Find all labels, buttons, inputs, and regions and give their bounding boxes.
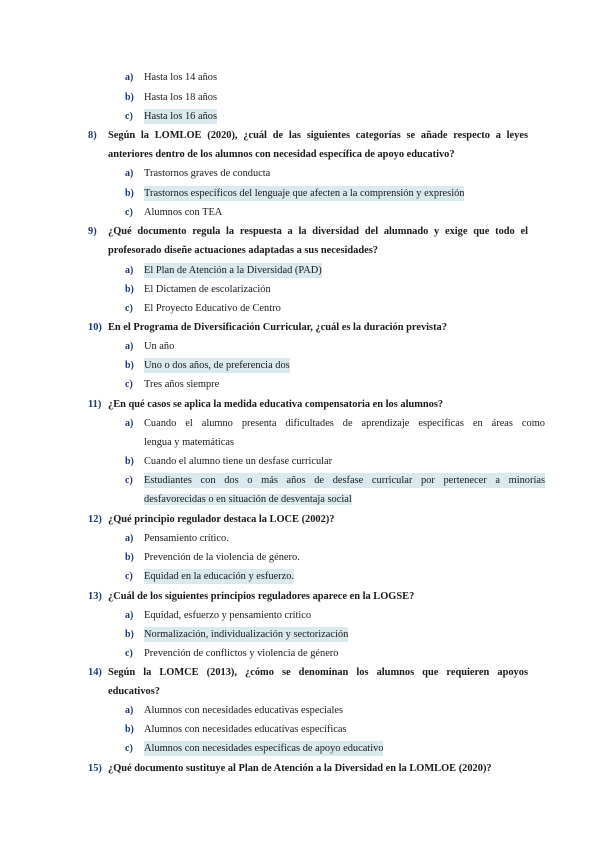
option-14a[interactable] (125, 703, 343, 718)
option-letter: c) (125, 571, 133, 582)
question-10 (88, 318, 528, 337)
option-letter: b) (125, 724, 134, 735)
option-letter: c) (125, 207, 133, 218)
question-9 (88, 222, 528, 260)
option-10c[interactable] (125, 377, 219, 392)
option-13a[interactable] (125, 608, 311, 623)
question-15 (88, 759, 528, 778)
option-7b[interactable] (125, 90, 217, 105)
question-text-line: profesorado diseñe actuaciones adaptadas a sus necesidades? (108, 245, 378, 256)
question-12 (88, 510, 528, 529)
option-13b[interactable] (125, 627, 348, 642)
option-7c[interactable] (125, 109, 217, 124)
option-text: Prevención de la violencia de género. (144, 552, 300, 563)
question-text-line: anteriores dentro de los alumnos con necesidad específica de apoyo educativo? (108, 149, 455, 160)
option-letter: b) (125, 552, 134, 563)
option-letter: c) (125, 303, 133, 314)
option-letter: a) (125, 341, 134, 352)
question-14 (88, 663, 528, 701)
option-text: El Proyecto Educativo de Centro (144, 303, 281, 314)
option-letter: a) (125, 418, 134, 429)
option-9b[interactable] (125, 282, 271, 297)
option-letter: c) (125, 743, 133, 754)
question-text-line: ¿Cuál de los siguientes principios reguladores aparece en la LOGSE? (108, 591, 415, 602)
option-text-correct: Hasta los 16 años (144, 111, 218, 122)
question-text-line: ¿En qué casos se aplica la medida educativa compensatoria en los alumnos? (108, 399, 444, 410)
option-14c[interactable] (125, 741, 383, 756)
option-letter: b) (125, 188, 134, 199)
option-10b[interactable] (125, 358, 290, 373)
option-text: El Dictamen de escolarización (144, 284, 271, 295)
option-text-correct: Uno o dos años, de preferencia dos (144, 360, 290, 371)
question-text-line: educativos? (108, 686, 160, 697)
option-8b[interactable] (125, 186, 464, 201)
option-letter: a) (125, 610, 134, 621)
question-number: 12) (88, 514, 102, 525)
option-text: Hasta los 18 años (144, 92, 218, 103)
option-letter: a) (125, 72, 134, 83)
question-number: 11) (88, 399, 102, 410)
option-text: Un año (144, 341, 175, 352)
option-13c[interactable] (125, 646, 338, 661)
option-text-correct: Alumnos con necesidades específicas de apoyo educativo (144, 743, 384, 754)
question-13 (88, 587, 528, 606)
option-letter: b) (125, 92, 134, 103)
option-text: Alumnos con TEA (144, 207, 223, 218)
option-text: Alumnos con necesidades educativas especiales (144, 705, 344, 716)
question-text-line: En el Programa de Diversificación Curricular, ¿cuál es la duración prevista? (108, 322, 447, 333)
option-text: Pensamiento crítico. (144, 533, 229, 544)
option-letter: b) (125, 360, 134, 371)
option-letter: b) (125, 284, 134, 295)
option-text-correct: Trastornos específicos del lenguaje que afecten a la comprensión y expresión (144, 188, 465, 199)
option-text: Trastornos graves de conducta (144, 168, 271, 179)
question-8 (88, 126, 528, 164)
option-11a[interactable] (125, 416, 545, 450)
option-9a[interactable] (125, 263, 322, 278)
option-8a[interactable] (125, 166, 270, 181)
option-10a[interactable] (125, 339, 174, 354)
question-number: 8) (88, 130, 97, 141)
option-12c[interactable] (125, 569, 294, 584)
option-text: Prevención de conflictos y violencia de género (144, 648, 339, 659)
question-text-line: ¿Qué principio regulador destaca la LOCE (2002)? (108, 514, 335, 525)
question-number: 15) (88, 763, 102, 774)
question-number: 10) (88, 322, 102, 333)
option-11b[interactable] (125, 454, 332, 469)
question-number: 14) (88, 667, 102, 678)
option-letter: a) (125, 705, 134, 716)
option-12a[interactable] (125, 531, 229, 546)
option-12b[interactable] (125, 550, 300, 565)
option-text-correct: Normalización, individualización y sectorización (144, 629, 349, 640)
option-text-line: lengua y matemáticas (144, 437, 235, 448)
option-9c[interactable] (125, 301, 281, 316)
option-8c[interactable] (125, 205, 222, 220)
option-text: Hasta los 14 años (144, 72, 218, 83)
option-letter: a) (125, 168, 134, 179)
option-text-line-correct: Estudiantes con dos o más años de desfase curricular por pertenecer a minorías (144, 475, 545, 486)
option-text: Tres años siempre (144, 379, 220, 390)
option-text: Alumnos con necesidades educativas específicas (144, 724, 347, 735)
option-letter: c) (125, 475, 133, 486)
question-text-line: ¿Qué documento regula la respuesta a la diversidad del alumnado y exige que todo el (108, 226, 528, 237)
option-letter: c) (125, 379, 133, 390)
option-text: Cuando el alumno tiene un desfase curricular (144, 456, 333, 467)
option-text-line: Cuando el alumno presenta dificultades de aprendizaje específicas en áreas como (144, 418, 545, 429)
question-text-line: Según la LOMLOE (2020), ¿cuál de las siguientes categorías se añade respecto a leyes (108, 130, 528, 141)
question-number: 13) (88, 591, 102, 602)
option-text-correct: Equidad en la educación y esfuerzo. (144, 571, 295, 582)
option-7a[interactable] (125, 70, 217, 85)
option-text-correct: El Plan de Atención a la Diversidad (PAD) (144, 265, 322, 276)
option-letter: b) (125, 629, 134, 640)
option-14b[interactable] (125, 722, 347, 737)
option-letter: a) (125, 533, 134, 544)
option-letter: b) (125, 456, 134, 467)
question-11 (88, 395, 528, 414)
option-11c[interactable] (125, 473, 545, 507)
option-letter: a) (125, 265, 134, 276)
option-letter: c) (125, 111, 133, 122)
question-text-line: Según la LOMCE (2013), ¿cómo se denominan los alumnos que requieren apoyos (108, 667, 528, 678)
option-text-line-correct: desfavorecidas o en situación de desventaja social (144, 494, 352, 505)
option-text: Equidad, esfuerzo y pensamiento crítico (144, 610, 312, 621)
question-text-line: ¿Qué documento sustituye al Plan de Atención a la Diversidad en la LOMLOE (2020)? (108, 763, 492, 774)
option-letter: c) (125, 648, 133, 659)
question-number: 9) (88, 226, 97, 237)
